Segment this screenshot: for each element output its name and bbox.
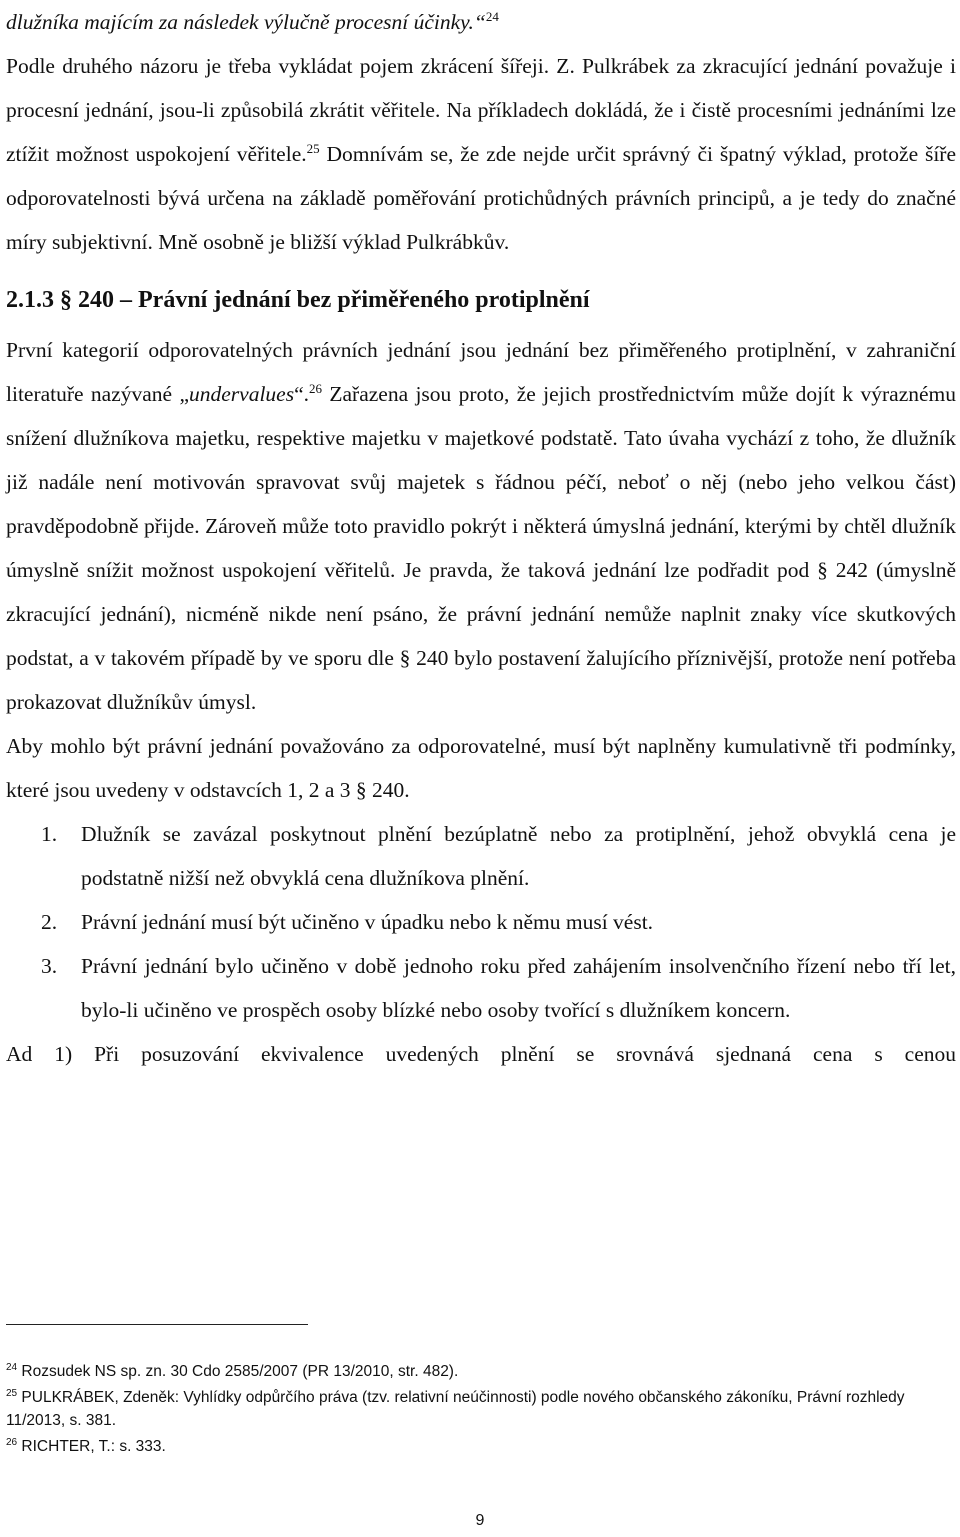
footnote-text: Rozsudek NS sp. zn. 30 Cdo 2585/2007 (PR 13/2010, str. 482). bbox=[17, 1363, 459, 1380]
paragraph-pulkrabek bbox=[6, 44, 956, 264]
footnote-text: RICHTER, T.: s. 333. bbox=[17, 1438, 166, 1455]
footnote-number: 24 bbox=[6, 1361, 18, 1373]
list-text: Dlužník se zavázal poskytnout plnění bezúplatně nebo za protiplnění, jehož obvyklá cena je podstatně nižší než obvyklá cena dlužníkova plnění. bbox=[81, 822, 956, 890]
italic-term: undervalues bbox=[189, 382, 295, 406]
footnote-number: 26 bbox=[6, 1436, 18, 1448]
paragraph-text: “. bbox=[294, 382, 310, 406]
footnote-ref-25: 25 bbox=[306, 140, 320, 156]
paragraph-ad1: Ad 1) Při posuzování ekvivalence uvedených plnění se srovnává sjednaná cena s cenou bbox=[6, 1042, 956, 1066]
footnote-ref-26: 26 bbox=[309, 380, 323, 396]
footnote-25 bbox=[6, 1386, 956, 1432]
paragraph-undervalues bbox=[6, 328, 956, 724]
paragraph-text: První kategorií odporovatelných právních jednání jsou jednání bez přiměřeného protiplnění, v zahraniční literatuře nazývané „ bbox=[6, 338, 956, 406]
footnote-separator bbox=[6, 1324, 308, 1325]
carryover-quote-line bbox=[6, 0, 956, 44]
page-number: 9 bbox=[475, 1512, 485, 1529]
list-item bbox=[6, 812, 956, 900]
main-text bbox=[6, 0, 956, 1076]
list-text: Právní jednání musí být učiněno v úpadku nebo k němu musí vést. bbox=[81, 910, 654, 934]
footnote-24 bbox=[6, 1360, 956, 1383]
paragraph-text: Domnívám se, že zde nejde určit správný či špatný výklad, protože šíře odporovatelnosti bývá určena na základě poměřování protichůdných právních principů, a je tedy do značné míry subjektivní. Mně osobně je bližší výklad Pulkrábkův. bbox=[6, 142, 957, 254]
footnotes bbox=[6, 1360, 956, 1461]
paragraph-line: Podle druhého názoru je třeba vykládat pojem zkrácení šířeji. Z. Pulkrábek za zkracující bbox=[6, 54, 788, 78]
quote-text: dlužníka majícím za následek výlučně procesní účinky.“ bbox=[6, 10, 486, 34]
footnote-number: 25 bbox=[6, 1387, 18, 1399]
paragraph-conditions-intro: Aby mohlo být právní jednání považováno za odporovatelné, musí být naplněny kumulativně tři podmínky, které jsou uvedeny v odstavcích 1, 2 a 3 § 240. bbox=[6, 734, 956, 802]
list-number: 3. bbox=[41, 954, 58, 978]
section-heading: 2.1.3 § 240 – Právní jednání bez přiměřeného protiplnění bbox=[6, 287, 590, 313]
paragraph-text: jednání považuje i procesní jednání, jsou-li způsobilá zkrátit věřitele. Na příkladech dokládá, že i čistě procesními jednáními lze ztížit možnost uspokojení věřitele. bbox=[6, 54, 956, 166]
list-number: 2. bbox=[41, 910, 58, 934]
footnote-text: PULKRÁBEK, Zdeněk: Vyhlídky odpůrčího práva (tzv. relativní neúčinnosti) podle nového občanského zákoníku, Právní rozhledy 11/2013, s. 381. bbox=[6, 1389, 905, 1429]
list-item bbox=[6, 944, 956, 1032]
list-text: Právní jednání bylo učiněno v době jednoho roku před zahájením insolvenčního řízení nebo tří let, bylo-li učiněno ve prospěch osoby blízké nebo osoby tvořící s dlužníkem koncern. bbox=[81, 954, 956, 1022]
footnote-ref-24: 24 bbox=[485, 8, 499, 24]
conditions-list bbox=[6, 812, 956, 1032]
list-number: 1. bbox=[41, 822, 58, 846]
paragraph-text: Zařazena jsou proto, že jejich prostřednictvím může dojít k výraznému snížení dlužníkova majetku, respektive majetku v majetkové podstatě. Tato úvaha vychází z toho, že dlužník již nadále není motivován spravovat svůj majetek s řádnou péčí, neboť o něj (nebo jeho velkou část) pravděpodobně přijde. Zároveň může toto pravidlo pokrýt i některá úmyslná jednání, kterými by chtěl dlužník úmyslně snížit možnost uspokojení věřitelů. Je pravda, že taková jednání lze podřadit pod § 242 (úmyslně zkracující jednání), nicméně nikde není psáno, že právní jednání nemůže naplnit znaky více skutkových podstat, a v takovém případě by ve sporu dle § 240 bylo postavení žalujícího příznivější, protože není potřeba prokazovat dlužníkův úmysl. bbox=[6, 382, 957, 714]
footnote-26 bbox=[6, 1435, 956, 1458]
list-item bbox=[6, 900, 956, 944]
